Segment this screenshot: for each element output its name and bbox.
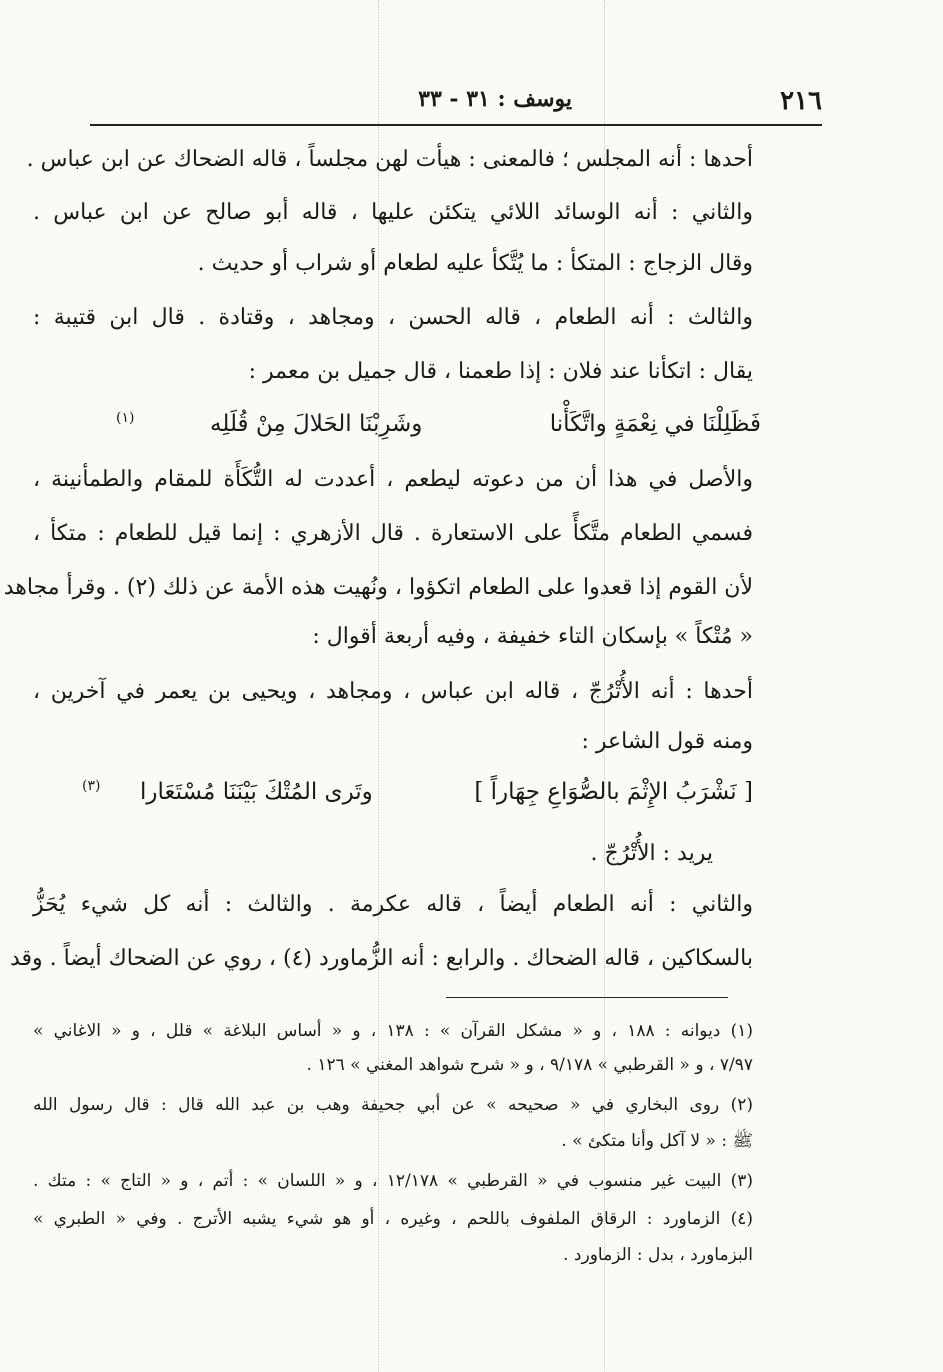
footnote-mark: (١): [116, 410, 135, 426]
footnote-separator: [446, 997, 728, 998]
body-line: يريد : الأُتْرُجّ .: [590, 841, 713, 866]
body-line: والثاني : أنه الوسائد اللائي يتكئن عليها ، قاله أبو صالح عن ابن عباس .: [33, 200, 753, 225]
verse-hemistich-right: [ نَشْرَبُ الإِثْمَ بالصُّوَاعِ جِهَاراً ]: [474, 779, 753, 805]
page-header: [90, 86, 822, 118]
footnote-line: (٢) روى البخاري في « صحيحه » عن أبي جحيفة وهب بن عبد الله قال : قال رسول الله: [33, 1095, 753, 1115]
body-line: والثالث : أنه الطعام ، قاله الحسن ، ومجاهد ، وقتادة . قال ابن قتيبة :: [33, 305, 753, 330]
verse-hemistich-left: وشَرِبْنَا الحَلالَ مِنْ قُلَلِه: [210, 411, 423, 437]
body-line: فسمي الطعام متَّكأً على الاستعارة . قال الأزهري : إنما قيل للطعام : متكأ ،: [33, 521, 753, 546]
footnote-line: (٣) البيت غير منسوب في « القرطبي » ١٢/١٧٨ ، و « اللسان » : أتم ، و « التاج » : متك .: [33, 1171, 753, 1191]
body-line: والثاني : أنه الطعام أيضاً ، قاله عكرمة . والثالث : أنه كل شيء يُحَزُّ: [33, 892, 753, 917]
footnote-line: ٧/٩٧ ، و « القرطبي » ٩/١٧٨ ، و « شرح شواهد المغني » ١٢٦ .: [306, 1055, 753, 1075]
body-line: يقال : اتكأنا عند فلان : إذا طعمنا ، قال جميل بن معمر :: [248, 359, 753, 384]
verse-hemistich-right: فَظَلِلْنَا في نِعْمَةٍ واتَّكَأْنا: [549, 411, 761, 437]
verse-hemistich-left: وتَرى المُتْكَ بَيْنَنَا مُسْتَعَارا: [140, 779, 373, 805]
body-line: ومنه قول الشاعر :: [581, 729, 753, 754]
running-title: يوسف : ٣١ - ٣٣: [418, 86, 572, 112]
body-line: « مُتْكاً » بإسكان التاء خفيفة ، وفيه أربعة أقوال :: [312, 624, 753, 649]
body-line: وقال الزجاج : المتكأ : ما يُتَّكأ عليه لطعام أو شراب أو حديث .: [197, 251, 753, 276]
body-line: بالسكاكين ، قاله الضحاك . والرابع : أنه الزُّماورد (٤) ، روي عن الضحاك أيضاً . وقد: [9, 946, 753, 971]
header-rule: [90, 124, 822, 126]
body-line: والأصل في هذا أن من دعوته ليطعم ، أعددت له التُّكَأَة للمقام والطمأنينة ،: [33, 467, 753, 492]
footnote-line: ﷺ : « لا آكل وأنا متكئ » .: [561, 1131, 753, 1151]
page-number: ٢١٦: [780, 86, 822, 116]
footnote-line: (١) ديوانه : ١٨٨ ، و « مشكل القرآن » : ١٣٨ ، و « أساس البلاغة » قلل ، و « الاغاني »: [33, 1021, 753, 1041]
footnote-line: (٤) الزماورد : الرقاق الملفوف باللحم ، وغيره ، أو هو شيء يشبه الأترج . وفي « الطبري »: [33, 1209, 753, 1229]
footnote-mark: (٣): [82, 778, 101, 794]
body-line: أحدها : أنه المجلس ؛ فالمعنى : هيأت لهن مجلساً ، قاله الضحاك عن ابن عباس .: [26, 147, 753, 172]
body-line: أحدها : أنه الأُتْرُجّ ، قاله ابن عباس ، ومجاهد ، ويحيى بن يعمر في آخرين ،: [33, 679, 753, 704]
body-line: لأن القوم إذا قعدوا على الطعام اتكؤوا ، ونُهيت هذه الأمة عن ذلك (٢) . وقرأ مجاهد: [3, 575, 753, 600]
footnote-line: البزماورد ، بدل : الزماورد .: [563, 1245, 753, 1265]
